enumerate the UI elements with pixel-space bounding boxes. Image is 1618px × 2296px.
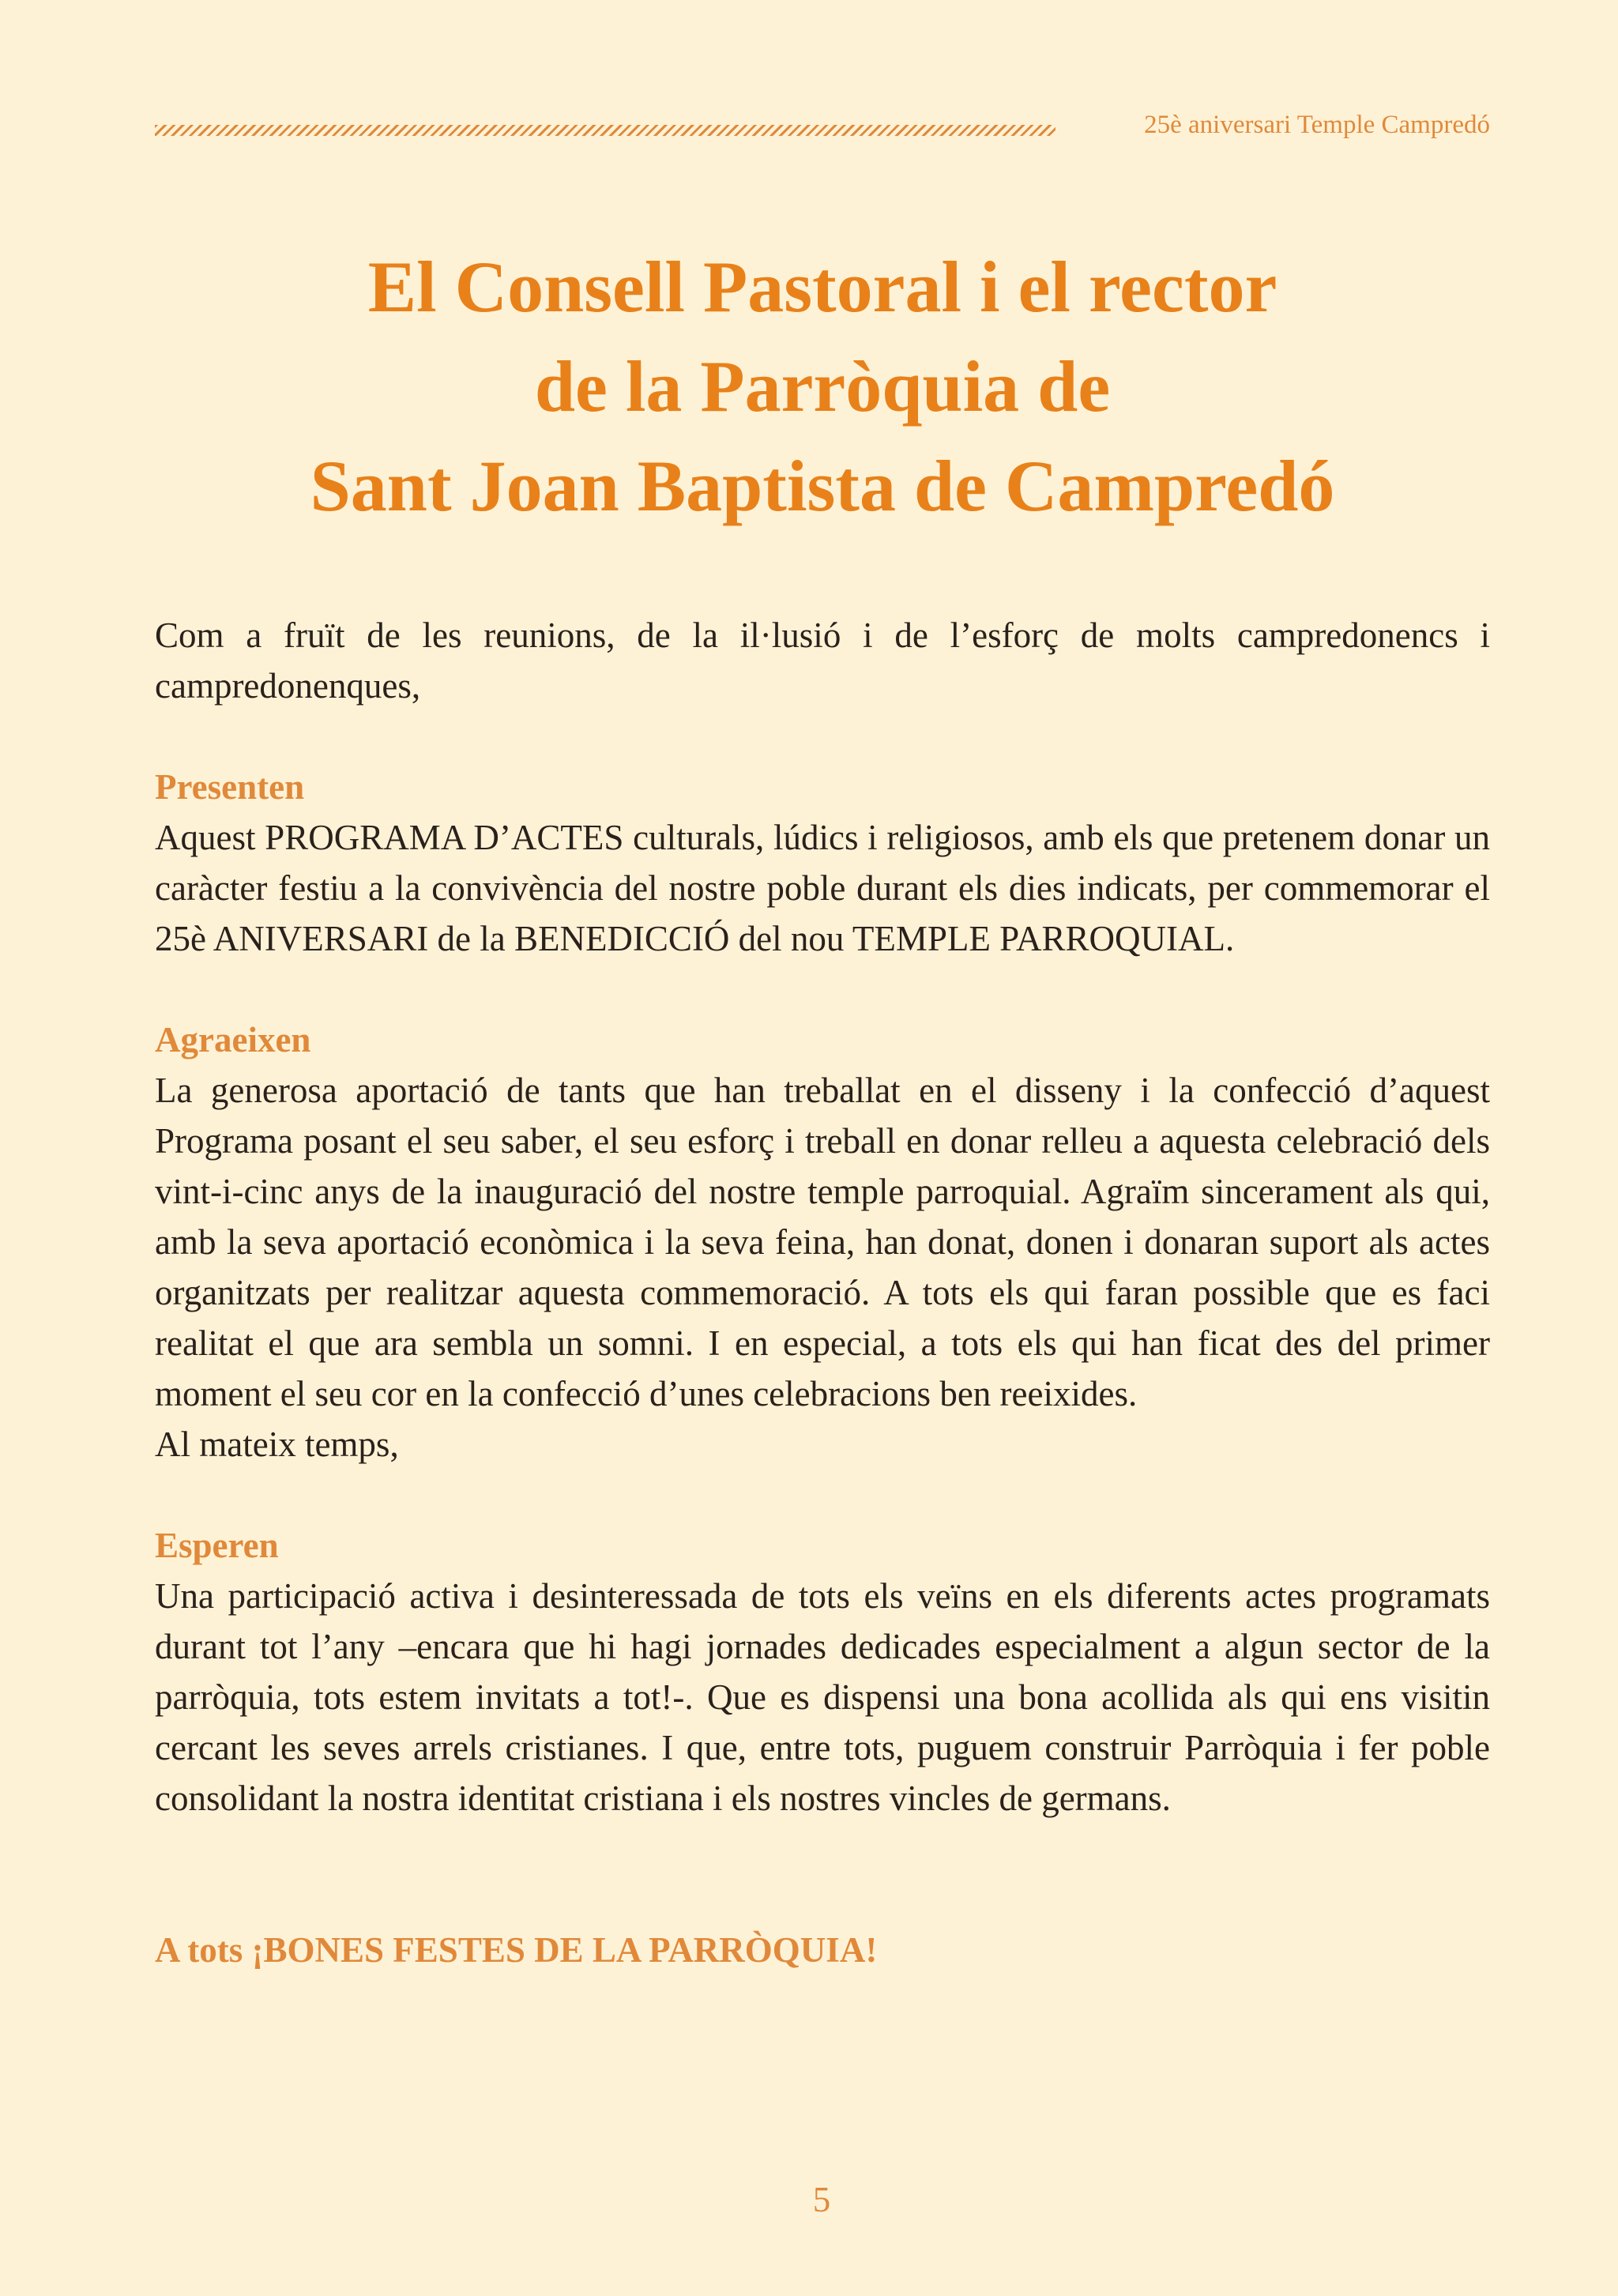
paragraph-esperen: Una participació activa i desinteressada de tots els veïns en els diferents actes programats durant tot l’any –encara que hi hagi jornades dedicades especialment a algun sector de la parròquia, tots estem invitats a tot!-. Que es dispensi una bona acollida als qui ens visitin cercant les seves arrels cristianes. I que, entre tots, puguem construir Parròquia i fer poble consolidant la nostra identitat cristiana i els nostres vincles de germans. (155, 1576, 1490, 1818)
paragraph-agraeixen: La generosa aportació de tants que han treballat en el disseny i la confecció d’aquest Programa posant el seu saber, el seu esforç i treball en donar relleu a aquesta celebració dels vint-i-cinc anys de la inauguració del nostre temple parroquial. Agraïm sincerament als qui, amb la seva aportació econòmica i la seva feina, han donat, donen i donaran suport als actes organitzats per realitzar aquesta commemoració. A tots els qui faran possible que es faci realitat el que ara sembla un somni. I en especial, a tots els qui han ficat des del primer moment el seu cor en la confecció d’unes celebracions ben reeixides. (155, 1071, 1490, 1413)
page-title (155, 237, 1490, 536)
title-line-2: de la Parròquia de (534, 346, 1111, 427)
section-heading-presenten: Presenten (155, 767, 305, 807)
section-heading-agraeixen: Agraeixen (155, 1020, 311, 1060)
title-line-1: El Consell Pastoral i el rector (367, 247, 1277, 327)
section-heading-esperen: Esperen (155, 1526, 279, 1565)
closing-line: A tots ¡BONES FESTES DE LA PARRÒQUIA! (155, 1930, 878, 1970)
running-header (155, 111, 1490, 155)
intro-paragraph: Com a fruït de les reunions, de la il·lusió i de l’esforç de molts campredonencs i campredonenques, (155, 615, 1490, 706)
running-title: 25è aniversari Temple Campredó (1144, 111, 1490, 139)
header-hatched-rule (155, 125, 1055, 136)
paragraph-al-mateix-temps: Al mateix temps, (155, 1425, 399, 1464)
paragraph-presenten: Aquest PROGRAMA D’ACTES culturals, lúdics i religiosos, amb els que pretenem donar un caràcter festiu a la convivència del nostre poble durant els dies indicats, per commemorar el 25è ANIVERSARI de la BENEDICCIÓ del nou TEMPLE PARROQUIAL. (155, 818, 1490, 958)
page-number: 5 (812, 2180, 831, 2219)
title-line-3: Sant Joan Baptista de Campredó (310, 446, 1335, 526)
body-text (155, 610, 1490, 1975)
